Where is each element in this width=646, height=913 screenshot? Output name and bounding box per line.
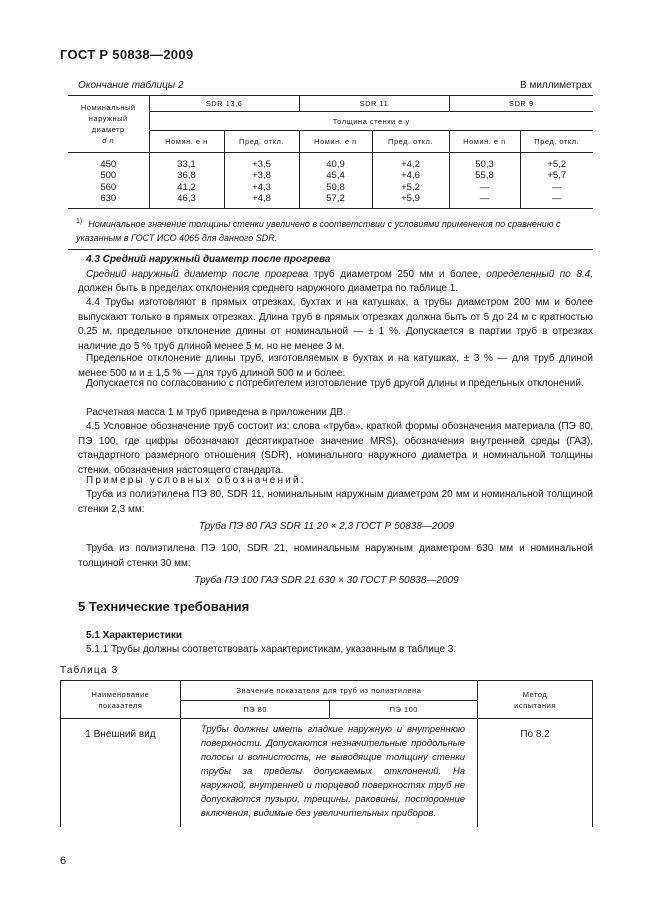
table3-header-name: Наименование показателя xyxy=(61,681,181,719)
table3-header-pe80: ПЭ 80 xyxy=(180,701,330,719)
sub-header: Пред. откл. xyxy=(520,131,593,153)
paragraph-length-tolerance: Предельное отклонение длины труб, изготовляемых в бухтах и на катушках, ± 3 % — для труб длиной менее 500 м и ± 1,5 % — для труб длиной 500 м и более. xyxy=(78,353,593,379)
sub-header: Номин. e н xyxy=(149,131,224,153)
table2-caption: Окончание таблицы 2 xyxy=(78,80,184,91)
paragraph-4-4: 4.4 Трубы изготовляют в прямых отрезках, бухтах и на катушках, а трубы диаметром 200 мм и более выпускают только в прямых отрезках. Длина труб в прямых отрезках должна быть от 5 до 24 м с кратностью 0,25 м, предельное отклонение длины от номинальной — ± 1 %. Допускается в партии труб в отрезках наличие до 5 % труб длиной менее 5 м, но не менее 3 м. xyxy=(78,297,593,352)
document-header: ГОСТ Р 50838—2009 xyxy=(60,47,194,62)
table3-row1-name: 1 Внешний вид xyxy=(61,719,181,828)
paragraph-mass: Расчетная масса 1 м труб приведена в приложении ДВ. xyxy=(86,407,346,418)
example2-text: Труба из полиэтилена ПЭ 100, SDR 21, номинальным наружным диаметром 630 мм и номинальной толщиной стенки 30 мм: xyxy=(78,543,593,569)
table3-row1-value: Трубы должны иметь гладкие наружную и внутреннюю поверхности. Допускаются незначительные продольные полосы и волнистость, не выводящие толщину стенки трубы за пределы допускаемых отклонений. На наружной, внутренней и торцевой поверхностях труб не допускаются пузыри, трещины, раковины, посторонние включения, видимые без увеличительных приборов. xyxy=(200,724,466,819)
sub-header: Пред. откл. xyxy=(224,131,299,153)
sub-header: Пред. откл. xyxy=(372,131,449,153)
paragraph-5-1-1: 5.1.1 Трубы должны соответствовать характеристикам, указанным в таблице 3. xyxy=(86,644,457,655)
table3-header-method: Метод испытания xyxy=(478,681,593,719)
sub-header: Номин. e n xyxy=(299,131,372,153)
table3-header-pe100: ПЭ 100 xyxy=(330,701,478,719)
table3-header-value: Значение показателя для труб из полиэтилена xyxy=(180,681,477,701)
table2-cell: 50,3 55,8 — — xyxy=(449,153,520,209)
table3-row1-method: По 8.2 xyxy=(478,719,593,828)
section-5-1-title: 5.1 Характеристики xyxy=(86,630,183,641)
table2-cell: +5,2 +5,7 — — xyxy=(520,153,593,209)
table2-footnote: $^{1)}$ Номинальное значение толщины стенки увеличено в соответствии с условиями применения по сравнению с указанным в ГОСТ ИСО 4065 для данного SDR. xyxy=(68,209,593,250)
section-4-3-title: 4.3 Средний наружный диаметр после прогрева xyxy=(86,254,331,265)
diameter-values: 450 500 560 630 xyxy=(100,159,117,204)
page-number: 6 xyxy=(60,855,67,867)
table2-units: В миллиметрах xyxy=(520,80,592,91)
sdr-9-header: SDR 9 xyxy=(449,96,593,112)
section-5-title: 5 Технические требования xyxy=(78,599,250,614)
table2-cell: +4,2 +4,6 +5,2 +5,9 xyxy=(372,153,449,209)
examples-label: Примеры условных обозначений: xyxy=(86,475,306,486)
wall-thickness-header: Толщина стенки e y xyxy=(149,112,593,131)
sdr-13-6-header: SDR 13,6 xyxy=(149,96,299,112)
sdr-11-header: SDR 11 xyxy=(299,96,449,112)
nominal-diameter-header: Номинальный наружный диаметр d n xyxy=(68,96,149,153)
table2-cell: +3,5 +3,8 +4,3 +4,8 xyxy=(224,153,299,209)
sub-header: Номин. e n xyxy=(449,131,520,153)
section-4-3: 4.3 Средний наружный диаметр после прогрева Средний наружный диаметр после прогрева труб диаметром 250 мм и более, определенный по 8.4, должен быть в пределах отклонения среднего наружного диаметра по таблице 1. xyxy=(78,254,594,294)
example1-formula: Труба ПЭ 80 ГАЗ SDR 11 20 × 2,3 ГОСТ Р 50838—2009 xyxy=(198,521,455,532)
example2-formula: Труба ПЭ 100 ГАЗ SDR 21 630 × 30 ГОСТ Р 50838—2009 xyxy=(194,575,459,586)
paragraph-4-5: 4.5 Условное обозначение труб состоит из: слова «труба», краткой формы обозначения материала (ПЭ 80, ПЭ 100, где цифры обозначают десятикратное значение MRS), обозначения внутренней среды (ГАЗ), стандартного размерного отношения (SDR), номинального наружного диаметра и номинальной толщины стенки, обозначения настоящего стандарта. xyxy=(78,421,593,476)
table2-cell: 40,9 45,4 50,8 57,2 xyxy=(299,153,372,209)
paragraph-other-length: Допускается по согласованию с потребителем изготовление труб другой длины и предельных отклонений. xyxy=(86,378,584,389)
example1-text: Труба из полиэтилена ПЭ 80, SDR 11, номинальным наружным диаметром 20 мм и номинальной толщиной стенки 2,3 мм: xyxy=(78,489,593,515)
table2 xyxy=(68,95,593,250)
table3-caption: Таблица 3 xyxy=(60,665,119,676)
table2-cell: 33,1 36,8 41,2 46,3 xyxy=(149,153,224,209)
table3 xyxy=(60,680,593,827)
